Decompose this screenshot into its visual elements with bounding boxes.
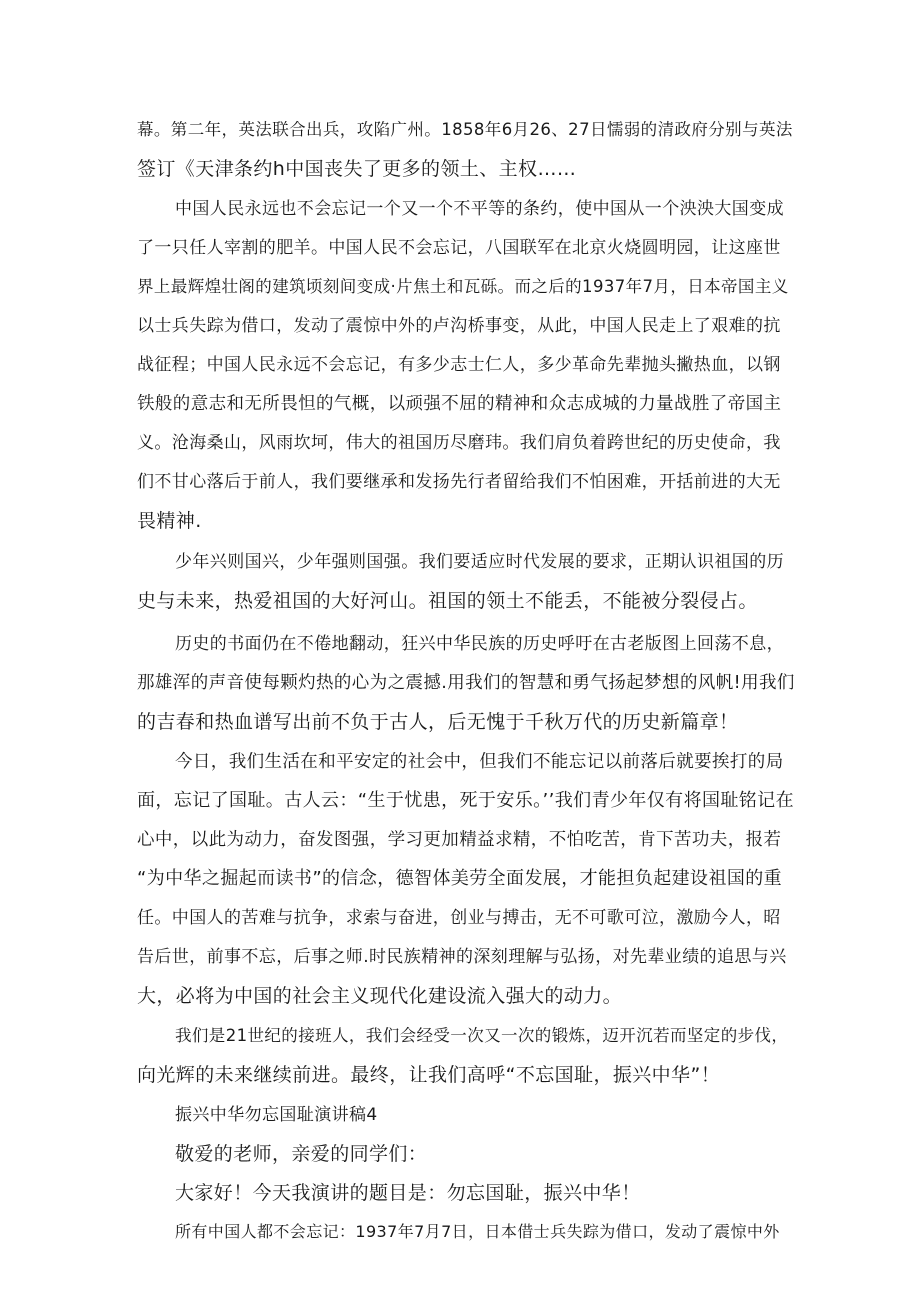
text-line: 以士兵失踪为借口，发动了震惊中外的卢沟桥事变，从此，中国人民走上了艰难的抗 — [137, 316, 781, 336]
text-line: 史与未来，热爱祖国的大好河山。祖国的领土不能丢，不能被分裂侵占。 — [137, 590, 758, 612]
text-line: 今日，我们生活在和平安定的社会中，但我们不能忘记以前落后就要挨打的局 — [175, 752, 784, 772]
text-line: 的吉春和热血谱写出前不负于古人，后无愧于千秋万代的历史新篇章！ — [137, 711, 739, 733]
text-line: 战征程；中国人民永远不会忘记，有多少志士仁人，多少革命先辈抛头撇热血，以钢 — [137, 355, 781, 375]
text-line: 义。沧海桑山，风雨坎坷，伟大的祖国历尽磨玮。我们肩负着跨世纪的历史使命，我 — [137, 433, 781, 453]
text-line: 界上最辉煌壮阁的建筑顷刻间变成·片焦土和瓦砾。而之后的1937年7月，日本帝国主义 — [137, 277, 789, 296]
text-line: 大，必将为中国的社会主义现代化建设流入强大的动力。 — [137, 985, 623, 1007]
text-line: 历史的书面仍在不倦地翻动，狂兴中华民族的历史呼吁在古老版图上回荡不息， — [175, 634, 784, 654]
text-line: 心中，以此为动力，奋发图强，学习更加精益求精，不怕吃苦，肯下苦功夫，报若 — [137, 830, 782, 850]
text-line: 中国人民永远也不会忘记一个又一个不平等的条约，使中国从一个泱泱大国变成 — [175, 199, 784, 219]
text-line: 签订《天津条约h中国丧失了更多的领土、主权…… — [137, 158, 577, 180]
text-line: 面，忘记了国耻。古人云：“生于忧患，死于安乐。’’我们青少年仅有将国耻铭记在 — [137, 790, 794, 811]
text-line: 幕。第二年，英法联合出兵，攻陷广州。1858年6月26、27日懦弱的清政府分别与英法 — [137, 120, 793, 139]
text-line: 向光辉的未来继续前进。最终，让我们高呼“不忘国耻，振兴中华”！ — [137, 1064, 721, 1086]
text-line: 任。中国人的苦难与抗争，求索与奋进，创业与搏击，无不可歌可泣，激励今人，昭 — [137, 908, 781, 928]
text-line: 们不甘心落后于前人，我们要继承和发扬先行者留给我们不怕困难，开括前进的大无 — [137, 472, 781, 492]
text-line: 少年兴则国兴，少年强则国强。我们要适应时代发展的要求，正期认识祖国的历 — [175, 552, 784, 572]
text-line: 所有中国人都不会忘记：1937年7月7日，日本借士兵失踪为借口，发动了震惊中外 — [175, 1222, 780, 1241]
section-heading: 振兴中华勿忘国耻演讲稿4 — [175, 1105, 378, 1125]
text-line: 铁般的意志和无所畏怛的气概，以顽强不屈的精神和众志成城的力量战胜了帝国主 — [137, 394, 782, 414]
text-line: 了一只任人宰割的肥羊。中国人民不会忘记，八国联军在北京火烧圆明园，让这座世 — [137, 238, 781, 258]
text-line: 那雄浑的声音使每颗灼热的心为之震撼.用我们的智慧和勇气扬起梦想的风帆!用我们 — [137, 673, 795, 693]
text-line: “为中华之掘起而读书”的信念，德智体美劳全面发展，才能担负起建设祖国的重 — [137, 868, 783, 889]
greeting: 大家好！今天我演讲的题目是：勿忘国耻，振兴中华！ — [175, 1182, 641, 1204]
salutation: 敬爱的老师，亲爱的同学们： — [175, 1143, 428, 1165]
text-line: 畏精神. — [137, 510, 202, 532]
text-line: 告后世，前事不忘，后事之师.时民族精神的深刻理解与弘扬，对先辈业绩的追思与兴 — [137, 947, 787, 967]
text-line: 我们是21世纪的接班人，我们会经受一次又一次的锻炼，迈开沉若而坚定的步伐， — [175, 1026, 789, 1045]
